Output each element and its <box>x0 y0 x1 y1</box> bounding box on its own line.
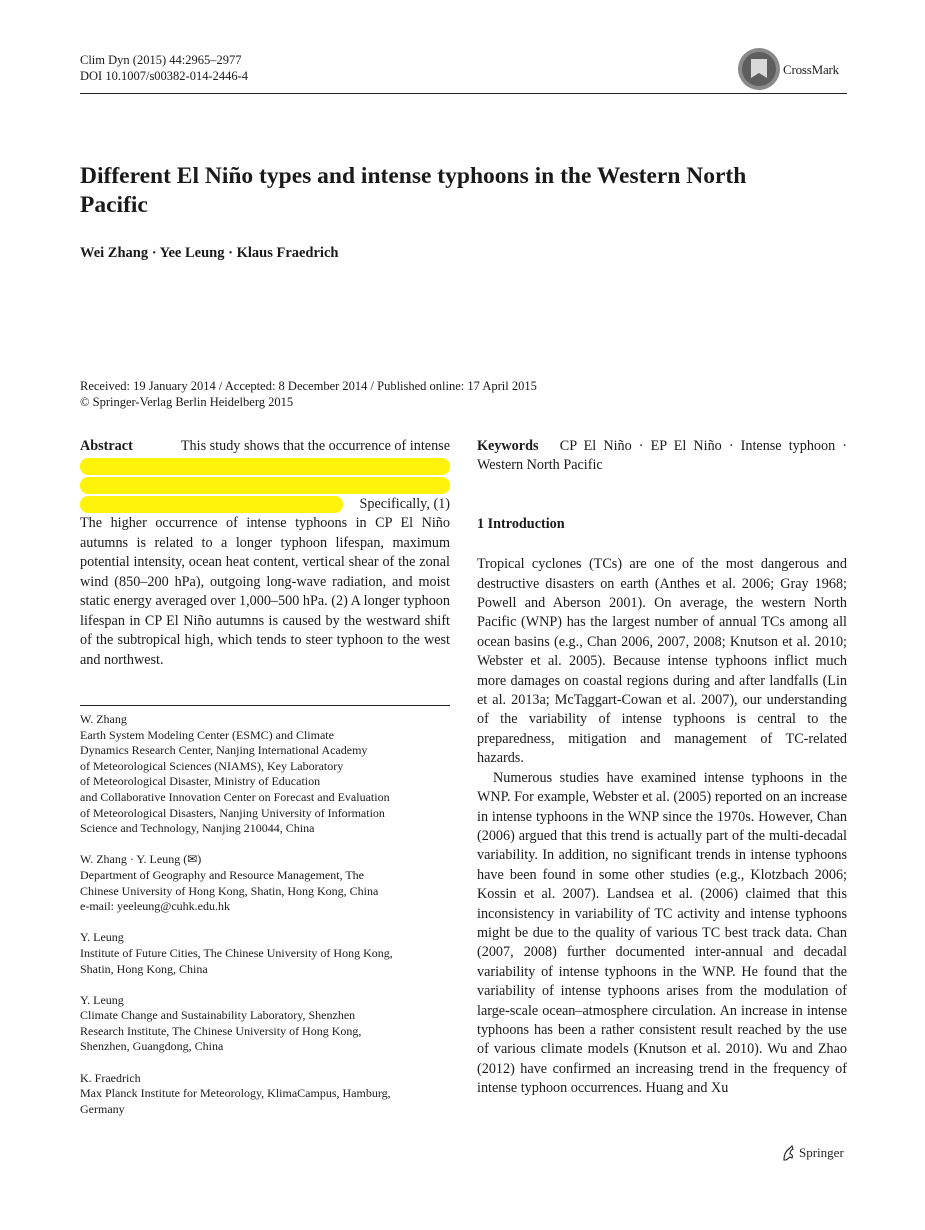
highlight-mark <box>80 458 450 475</box>
affiliation-line: Chinese University of Hong Kong, Shatin, Hong Kong, China <box>80 883 379 898</box>
crossmark-label: CrossMark <box>783 62 839 77</box>
abstract-first-line <box>80 437 450 457</box>
affiliation-line: of Meteorological Disasters, Nanjing University of Information <box>80 805 385 820</box>
abstract-heading: Abstract <box>80 438 133 454</box>
affiliation-author: W. Zhang <box>80 712 127 726</box>
affiliation-author: Y. Leung <box>80 930 124 945</box>
article-title: Different El Niño types and intense typhoons in the Western North Pacific <box>80 163 747 218</box>
intro-paragraph: Numerous studies have examined intense typhoons in the WNP. For example, Webster et al. (2005) reported on an increase in intense typhoons in the WNP since the 1970s. However, Chan (2006) argued that this trend is actually part of the multi-decadal variability. In addition, no significant trends in intense typhoons have been found in some other studies (e.g., Klotzbach 2006; Kossin et al. 2007). Landsea et al. (2006) claimed that this inconsistency in variability of TC activity and intense typhoons might be due to the quality of various TC best track data. Chan (2007, 2008) further documented inter-annual and decadal variability of intense typhoons in the WNP. He found that the variability of intense typhoons arises from the modulation of large-scale ocean–atmosphere circulation. An increase in intense typhoons has been a rather consistent result reached by the use of various climate models (Knutson et al. 2010). Wu and Zhao (2012) have confirmed an increasing trend in the frequency of intense typhoon occurrences. Huang and Xu <box>477 769 847 1097</box>
affiliation-line: of Meteorological Disaster, Ministry of Education <box>80 774 321 789</box>
highlight-mark <box>80 496 343 513</box>
abstract-first-text: This study shows that the occurrence of intense <box>180 438 450 454</box>
abstract-after-highlight: Specifically, (1) <box>359 495 450 512</box>
crossmark-icon <box>736 46 782 92</box>
affiliation-line: Institute of Future Cities, The Chinese University of Hong Kong, <box>80 945 393 960</box>
highlight-mark <box>80 477 450 494</box>
affiliation-block <box>80 712 450 837</box>
affiliation-author: K. Fraedrich <box>80 1070 141 1085</box>
journal-citation <box>80 52 248 84</box>
abstract-body: The higher occurrence of intense typhoons in CP El Niño autumns is related to a longer typhoon lifespan, maximum potential intensity, ocean heat content, vertical shear of the zonal wind (850–200 hPa), outgoing long-wave radiation, and moist static energy averaged over 1,000–500 hPa. (2) A longer typhoon lifespan in CP El Niño autumns is caused by the westward shift of the subtropical high, which tends to steer typhoon to the west and northwest. <box>80 515 450 668</box>
affiliation-block <box>80 852 450 914</box>
keywords-heading: Keywords <box>477 438 539 454</box>
affiliation-line: Germany <box>80 1101 125 1116</box>
affiliation-line: Shatin, Hong Kong, China <box>80 961 208 976</box>
header-rule <box>80 93 847 94</box>
journal-line: Clim Dyn (2015) 44:2965–2977 <box>80 53 242 67</box>
affiliation-line: Department of Geography and Resource Management, The <box>80 867 365 882</box>
affiliation-line: Shenzhen, Guangdong, China <box>80 1039 224 1054</box>
affiliation-block <box>80 930 450 977</box>
affiliation-block <box>80 993 450 1055</box>
springer-horse-icon <box>781 1145 795 1161</box>
publication-dates <box>80 378 780 410</box>
affiliation-line: of Meteorological Sciences (NIAMS), Key Laboratory <box>80 758 344 773</box>
copyright-line: © Springer-Verlag Berlin Heidelberg 2015 <box>80 395 294 409</box>
abstract <box>80 437 450 670</box>
affiliation-line: Dynamics Research Center, Nanjing International Academy <box>80 743 368 758</box>
author-list: Wei Zhang · Yee Leung · Klaus Fraedrich <box>80 245 339 261</box>
footnote-rule <box>80 705 450 706</box>
email-link[interactable]: e-mail: yeeleung@cuhk.edu.hk <box>80 899 230 914</box>
affiliation-line: Science and Technology, Nanjing 210044, China <box>80 821 315 836</box>
affiliations <box>80 712 450 1133</box>
affiliation-author: Y. Leung <box>80 992 124 1007</box>
affiliation-block <box>80 1071 450 1118</box>
right-column <box>477 437 847 1099</box>
abstract-highlight-end <box>80 495 450 515</box>
affiliation-line: and Collaborative Innovation Center on Forecast and Evaluation <box>80 789 390 804</box>
affiliation-line: Max Planck Institute for Meteorology, KlimaCampus, Hamburg, <box>80 1086 391 1101</box>
affiliation-author: W. Zhang · Y. Leung (✉) <box>80 852 202 867</box>
keywords <box>477 437 847 476</box>
affiliation-line: Research Institute, The Chinese University of Hong Kong, <box>80 1023 362 1038</box>
intro-paragraph: Tropical cyclones (TCs) are one of the most dangerous and destructive disasters on earth (Anthes et al. 2006; Gray 1968; Powell and Aberson 2001). On average, the western North Pacific (WNP) has the largest number of annual TCs among all ocean basins (e.g., Chan 2006, 2007, 2008; Knutson et al. 2010; Webster et al. 2005). Because intense typhoons inflict much more damages on coastal regions during and after landfalls (Lin et al. 2013a; McTaggart-Cowan et al. 2007), our understanding of the variability of intense typhoons is central to the preparedness, mitigation and management of TC-related hazards. <box>477 556 847 767</box>
section-heading-introduction: 1 Introduction <box>477 515 565 532</box>
affiliation-line: Earth System Modeling Center (ESMC) and Climate <box>80 727 334 742</box>
affiliation-line: Climate Change and Sustainability Laboratory, Shenzhen <box>80 1008 356 1023</box>
dates-line: Received: 19 January 2014 / Accepted: 8 December 2014 / Published online: 17 April 2015 <box>80 379 537 393</box>
keywords-text: CP El Niño · EP El Niño · Intense typhoon · Western North Pacific <box>477 438 847 474</box>
doi-line[interactable]: DOI 10.1007/s00382-014-2446-4 <box>80 69 249 83</box>
publisher-name: Springer <box>799 1145 844 1160</box>
publisher-logo <box>781 1145 844 1161</box>
